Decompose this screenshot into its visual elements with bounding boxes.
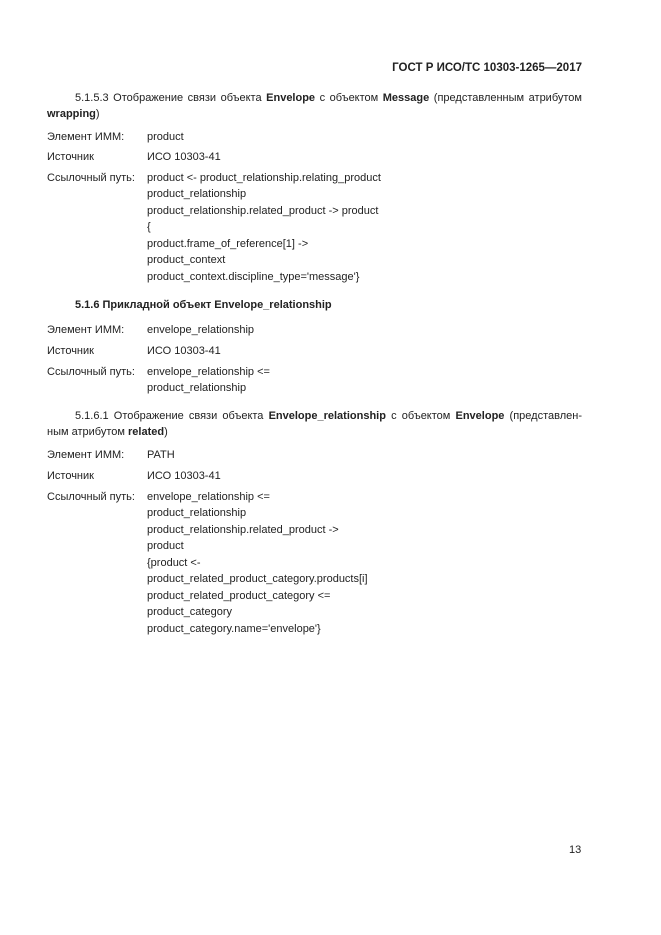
path-label: Ссылочный путь: <box>47 491 135 503</box>
bold-term: wrapping <box>47 108 96 120</box>
bold-term: Envelope <box>266 92 316 104</box>
source-label: Источник <box>47 151 94 163</box>
path-line: product.frame_of_reference[1] -> <box>147 238 309 250</box>
path-line: product_context <box>147 254 226 266</box>
heading-number: 5.1.6 Прикладной объект <box>75 299 215 311</box>
path-line: product_relationship <box>147 188 247 200</box>
text: ) <box>95 108 100 120</box>
source-value: ИСО 10303-41 <box>147 345 221 357</box>
bold-term: Envelope_relationship <box>268 410 386 422</box>
section-heading-5-1-6 <box>75 299 332 311</box>
bold-term: Envelope <box>455 410 505 422</box>
text: (представлен- <box>504 410 582 422</box>
source-label: Источник <box>47 470 94 482</box>
path-line: product <- product_relationship.relating_product <box>147 172 381 184</box>
imm-value: envelope_relationship <box>147 324 255 336</box>
text: 5.1.6.1 Отображение связи объекта <box>75 410 269 422</box>
path-line: envelope_relationship <= <box>147 366 270 378</box>
page-number: 13 <box>569 844 582 856</box>
paragraph-5-1-6-1-line2 <box>47 426 168 438</box>
imm-label: Элемент ИММ: <box>47 449 125 461</box>
imm-value: PATH <box>147 449 175 461</box>
path-line: envelope_relationship <= <box>147 491 270 503</box>
path-label: Ссылочный путь: <box>47 366 135 378</box>
path-line: product_category.name='envelope'} <box>147 623 321 635</box>
text: ным атрибутом <box>47 426 128 438</box>
document-header: ГОСТ Р ИСО/ТС 10303-1265—2017 <box>392 62 582 74</box>
path-line: product_context.discipline_type='message'} <box>147 271 360 283</box>
bold-term: Message <box>382 92 430 104</box>
imm-label: Элемент ИММ: <box>47 324 125 336</box>
path-line: product_relationship.related_product -> product <box>147 205 379 217</box>
path-line: product_relationship <box>147 507 247 519</box>
source-value: ИСО 10303-41 <box>147 470 221 482</box>
source-label: Источник <box>47 345 94 357</box>
bold-term: related <box>128 426 165 438</box>
source-value: ИСО 10303-41 <box>147 151 221 163</box>
imm-value: product <box>147 131 184 143</box>
path-line: product_category <box>147 606 232 618</box>
paragraph-5-1-5-3-line1 <box>75 92 582 104</box>
text: 5.1.5.3 Отображение связи объекта <box>75 92 267 104</box>
paragraph-5-1-6-1-line1 <box>75 410 582 422</box>
path-line: product_relationship.related_product -> <box>147 524 339 536</box>
path-line: product_relationship <box>147 382 247 394</box>
path-line: product <box>147 540 184 552</box>
text: с объектом <box>315 92 383 104</box>
text: (представленным атрибутом <box>429 92 582 104</box>
path-line: product_related_product_category.products[i] <box>147 573 368 585</box>
path-line: { <box>147 221 151 233</box>
imm-label: Элемент ИММ: <box>47 131 125 143</box>
path-label: Ссылочный путь: <box>47 172 135 184</box>
text: ) <box>164 426 168 438</box>
path-line: {product <- <box>147 557 201 569</box>
text: с объектом <box>385 410 456 422</box>
paragraph-5-1-5-3-line2 <box>47 108 100 120</box>
path-line: product_related_product_category <= <box>147 590 331 602</box>
heading-name: Envelope_relationship <box>214 299 332 311</box>
